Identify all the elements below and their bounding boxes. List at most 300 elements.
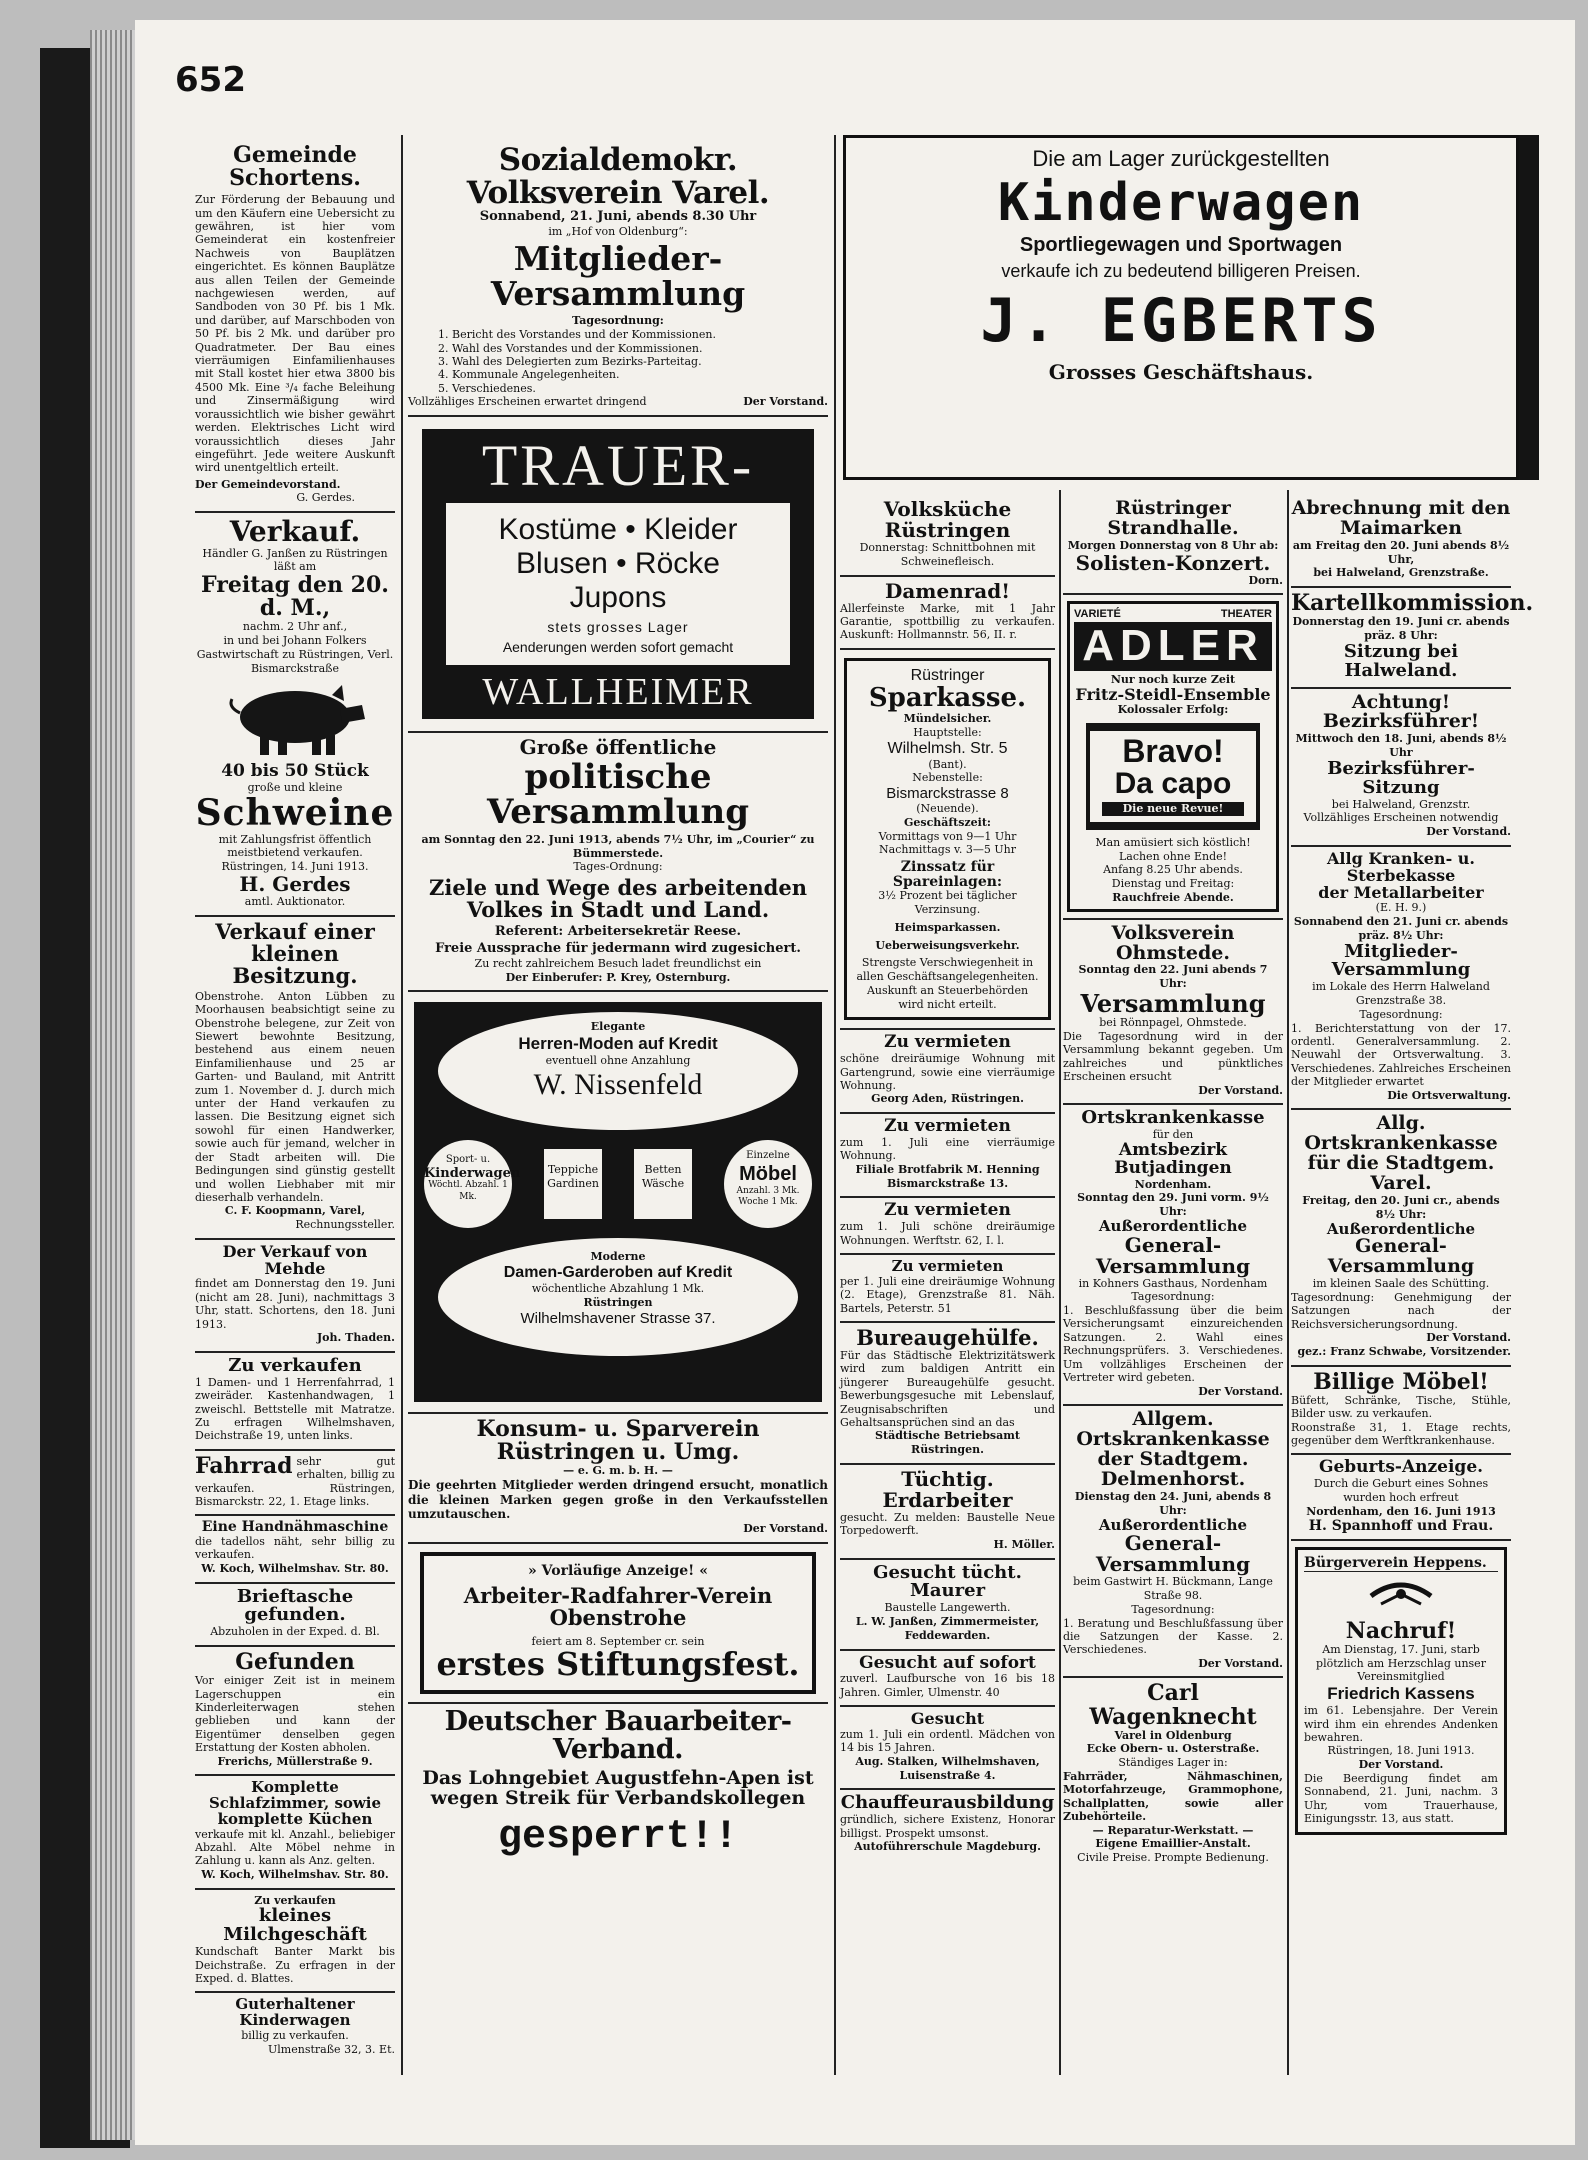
- ad-text: verkaufe mit kl. Anzahl., beliebiger Abzahl. Alte Möbel nehme in Zahlung u. kann als Anz. gelten.: [195, 1827, 395, 1868]
- ad-chauffeur: [840, 1790, 1055, 1859]
- ad-bezirksfuehrer: [1291, 689, 1511, 847]
- ad-text: findet am Donnerstag den 19. Juni (nicht am 28. Juni), nachmittags 3 Uhr, statt. Schortens, den 18. Juni 1913.: [195, 1277, 395, 1331]
- ad-text: Bismarckstrasse 8: [886, 785, 1009, 803]
- column-rule: [1059, 490, 1061, 2075]
- newspaper-page: [135, 20, 1575, 2145]
- ad-text: Anzahl. 3 Mk. Woche 1 Mk.: [736, 1185, 800, 1208]
- ad-text: Ständiges Lager in:: [1118, 1756, 1228, 1770]
- ad-naehmaschine: [195, 1516, 395, 1583]
- ad-title: Geburts-Anzeige.: [1318, 1457, 1484, 1478]
- ad-text: (Neuende).: [916, 802, 979, 816]
- ad-text: per 1. Juli eine dreiräumige Wohnung (2. Etage), Grenzstraße 81. Näh. Bartels, Peterstr. 51: [840, 1274, 1055, 1315]
- ad-date: Freitag den 20. d. M.,: [201, 572, 389, 622]
- ad-headline: Sparkasse.: [868, 682, 1027, 713]
- ad-agenda-title: Tagesordnung:: [1131, 1290, 1215, 1304]
- ad-title: Zu vermieten: [884, 1200, 1011, 1221]
- agenda-item: 1. Bericht des Vorstandes und der Kommissionen.: [438, 328, 716, 342]
- ad-maedchen: [840, 1707, 1055, 1790]
- ad-text: Händler G. Janßen zu Rüstringen läßt am: [202, 546, 388, 574]
- ad-signature: Städtische Betriebsamt Rüstringen.: [875, 1429, 1020, 1457]
- ad-text: bei Rönnpagel, Ohmstede.: [1099, 1016, 1247, 1030]
- ad-title: Gesucht: [910, 1709, 985, 1729]
- ad-text: Ueberweisungsverkehr.: [875, 938, 1020, 952]
- ad-text: Außerordentliche: [1098, 1216, 1248, 1235]
- page-number: 652: [175, 60, 246, 100]
- ad-company: W. Nissenfeld: [533, 1067, 703, 1101]
- ad-text: Allerfeinste Marke, mit 1 Jahr Garantie, spottbillig zu verkaufen. Auskunft: Hollmannstr. 56, II. r.: [840, 601, 1055, 642]
- ad-headline: politische Versammlung: [486, 756, 750, 833]
- ad-text: Hauptstelle:: [913, 725, 982, 739]
- ad-text: sehr gut erhalten, billig zu verkaufen. Rüstringen, Bismarckstr. 22, 1. Etage links.: [195, 1454, 395, 1508]
- ad-text: Nordenham, den 16. Juni 1913: [1306, 1504, 1496, 1518]
- ad-text: 1. Beschlußfassung über die beim Versicherungsamt einzureichenden Satzungen. 2. Wahl eines Rechnungsprüfers. 3. Verschiedenes. Um vollzähliges Erscheinen der Vertreter wird gebeten.: [1063, 1304, 1283, 1385]
- ad-verkauf-schweine: [195, 513, 395, 916]
- ad-kranken-sterbekasse: [1291, 847, 1511, 1110]
- ad-text: gesucht. Zu melden: Baustelle Neue Torpedowerft.: [840, 1510, 1055, 1538]
- ad-zu-vermieten-2: [840, 1114, 1055, 1198]
- ad-headline: General-Versammlung: [1095, 1531, 1251, 1577]
- ad-kinderwagen-egberts: [843, 135, 1519, 480]
- ad-signature: Aug. Stalken, Wilhelmshaven, Luisenstraße 4.: [855, 1754, 1040, 1782]
- ad-address: Roonstraße 31, 1. Etage rechts, gegenüber dem Werftkrankenhause.: [1291, 1420, 1511, 1448]
- ad-signature: W. Koch, Wilhelmshav. Str. 80.: [201, 1867, 389, 1881]
- ad-signature: Der Vorstand.: [1198, 1083, 1283, 1097]
- ad-brieftasche: [195, 1584, 395, 1648]
- ad-subtitle: — e. G. m. b. H. —: [563, 1464, 673, 1478]
- ad-text: Kundschaft Banter Markt bis Deichstraße. Zu erfragen in der Exped. d. Blattes.: [195, 1945, 395, 1985]
- ad-title: Fahrrad: [195, 1452, 293, 1479]
- ad-headline: Mitglieder-Versammlung: [1331, 940, 1471, 981]
- ad-text: im 61. Lebensjahre. Der Verein wird ihm ein ehrendes Andenken bewahren.: [1304, 1704, 1498, 1745]
- ad-text: schöne dreiräumige Wohnung mit Gartengrund, sowie eine vierräumige Wohnung.: [840, 1052, 1055, 1093]
- ad-title: Brieftasche gefunden.: [236, 1585, 354, 1626]
- ad-text: Am Dienstag, 17. Juni, starb plötzlich am Herzschlag unser Vereinsmitglied: [1316, 1642, 1486, 1684]
- ad-signature: L. W. Janßen, Zimmermeister, Feddewarden.: [855, 1615, 1040, 1642]
- ad-schlafzimmer: [195, 1776, 395, 1889]
- ad-text: Elegante: [590, 1020, 646, 1034]
- ad-text: verkaufe ich zu bedeutend billigeren Preisen.: [1001, 261, 1361, 282]
- ad-text: feiert am 8. September cr. sein: [531, 1634, 705, 1648]
- ad-title: Zu verkaufen: [228, 1354, 362, 1376]
- ad-signature: Der Vorstand.: [743, 1522, 828, 1536]
- ad-headline: erstes Stiftungsfest.: [436, 1645, 800, 1684]
- ad-text: Die Tagesordnung wird in der Versammlung bekannt gegeben. Um zahlreiches und pünktliches Erscheinen ersucht: [1063, 1029, 1283, 1084]
- ad-text: Zu verkaufen: [254, 1893, 336, 1907]
- ad-title: Allgem. Ortskrankenkasse der Stadtgem. Delmenhorst.: [1076, 1408, 1270, 1491]
- ad-topic: Ziele und Wege des arbeitenden Volkes in Stadt und Land.: [429, 875, 807, 923]
- ad-title: Billige Möbel!: [1313, 1368, 1489, 1395]
- ad-text: gründlich, sichere Existenz, Honorar billigst. Prospekt umsonst.: [840, 1813, 1055, 1840]
- ad-title: Zu vermieten: [884, 1116, 1011, 1137]
- ad-text: im Lokale des Herrn Halweland Grenzstraße 38.: [1312, 980, 1490, 1008]
- ad-volkskueche: [840, 495, 1055, 577]
- ad-signature: Der Gemeindevorstand.: [195, 477, 341, 491]
- ad-border-right: [1519, 135, 1539, 480]
- ad-text: Civile Preise. Prompte Bedienung.: [1077, 1851, 1269, 1865]
- ad-text: der Metallarbeiter: [1318, 882, 1484, 902]
- ad-line: Jupons: [569, 580, 667, 614]
- ad-text: Sportliegewagen und Sportwagen: [1019, 234, 1343, 257]
- ad-title: kleines Milchgeschäft: [223, 1905, 367, 1946]
- ad-text: die tadellos näht, sehr billig zu verkaufen.: [195, 1535, 395, 1562]
- ad-text: Durch die Geburt eines Sohnes wurden hoch erfreut: [1313, 1477, 1489, 1505]
- ad-text: Für das Städtische Elektrizitätswerk wird zum baldigen Antritt ein jüngerer Bureaugehülfe gesucht. Bewerbungsgesuche mit Lebenslauf, Zeugnisabschriften und Gehaltsansprüchen sind an das: [840, 1349, 1055, 1430]
- ad-headline: Bezirksführer-Sitzung: [1327, 757, 1475, 798]
- ad-text: Teppiche: [547, 1163, 599, 1177]
- ad-gefunden: [195, 1647, 395, 1776]
- ad-text: Moderne: [590, 1250, 646, 1264]
- ad-title: Carl Wagenknecht: [1089, 1680, 1257, 1730]
- ad-place: bei Halweland, Grenzstraße.: [1313, 566, 1489, 580]
- ad-bauarbeiter-verband: [408, 1704, 828, 1866]
- ad-headline: General-Versammlung: [1095, 1232, 1251, 1278]
- ad-company: J. EGBERTS: [980, 286, 1382, 357]
- ad-text: Betten: [644, 1163, 682, 1177]
- ad-address: Wilhelmshavener Strasse 37.: [520, 1309, 716, 1327]
- ad-text: Möbel: [739, 1162, 797, 1185]
- ad-text: beim Gastwirt H. Bückmann, Lange Straße 98.: [1073, 1575, 1273, 1603]
- ad-text: im kleinen Saale des Schütting.: [1312, 1277, 1490, 1291]
- ad-title: Konsum- u. Sparverein Rüstringen u. Umg.: [476, 1416, 760, 1466]
- ad-gemeinde-schortens: [195, 140, 395, 513]
- ad-text: Ecke Obern- u. Osterstraße.: [1086, 1742, 1260, 1756]
- ad-text: 1. Berichterstattung von der 17. ordentl. Generalversammlung. 2. Neuwahl der Ortsverwaltung. 3. Verschiedenes. Zahlreiches Erscheinen der Mitglieder erwartet: [1291, 1021, 1511, 1089]
- ad-text: Fritz-Steidl-Ensemble: [1075, 684, 1271, 704]
- ad-politische-versammlung: [408, 731, 828, 993]
- ad-text: Vollzähliges Erscheinen notwendig: [1303, 811, 1499, 825]
- ad-line: Aenderungen werden sofort gemacht: [502, 638, 734, 655]
- ad-text: Zur Förderung der Bebauung und um den Käufern eine Uebersicht zu gewähren, ist hier vom Gemeinderat ein kostenfreier Nachweis von Bauplätzen eingerichtet. Es können Bauplätze aus allen Teilen der Gemeinde nachgewiesen werden, auf Sandboden von 30 Pf. bis 1 Mk. und darüber, auf Marschboden von 50 Pf. bis 2 Mk. und darüber pro Quadratmeter. Der Bau eines vierräumigen Einfamilienhauses mit Stall kostet hier etwa 3800 bis 4500 Mk. Eine ³/₄ fache Beleihung und Zinsermäßigung wird voraussichtlich wie bisher gewährt werden. Elektrisches Licht wird voraussichtlich dieses Jahr eingeführt. Jede weitere Auskunft wird unentgeltlich erteilt.: [195, 193, 395, 475]
- ad-signature: H. Spannhoff und Frau.: [1308, 1517, 1494, 1534]
- ad-text: VARIETÉ: [1074, 608, 1121, 621]
- ad-text: Zinssatz für Spareinlagen:: [892, 859, 1003, 890]
- ad-agenda-title: Tagesordnung:: [1359, 1007, 1443, 1021]
- ad-text: Obenstrohe. Anton Lübben zu Moorhausen beabsichtigt seine zu Obenstrohe belegene, zur Zeit von Siewert bewohnte Besitzung, bestehend aus einem neuen Einfamilienhause und 25 ar Garten- und Bauland, mit Antritt zum 1. November d. J. durch mich unter der Hand verkaufen zu lassen. Die Besitzung eignet sich sowohl für einen Handwerker, sowie auch für jemand, welcher in der Stadt arbeiten will. Die Bedingungen sind günstig gestellt und wollen Liebhaber mit mir dieserhalb verhandeln.: [195, 989, 395, 1204]
- ad-text: zum 1. Juli schöne dreiräumige Wohnungen. Werftstr. 62, I. l.: [840, 1220, 1055, 1247]
- ad-text: Wöchtl. Abzahl. 1 Mk.: [428, 1180, 508, 1202]
- ad-ortskrankenkasse-varel: [1291, 1110, 1511, 1366]
- ad-text: Vormittags von 9—1 Uhr Nachmittags v. 3—5 Uhr: [878, 829, 1017, 857]
- ad-title: Abrechnung mit den Maimarken: [1291, 497, 1511, 539]
- ad-signature: Filiale Brotfabrik M. Henning Bismarckstraße 13.: [855, 1162, 1040, 1190]
- ad-headline: Schweine: [195, 791, 395, 834]
- ad-signature: C. F. Koopmann, Varel,: [224, 1204, 366, 1218]
- ad-agenda-title: Tagesordnung:: [1131, 1602, 1215, 1616]
- agenda-list: [408, 328, 828, 395]
- ad-text: Baustelle Langewerth.: [884, 1601, 1011, 1615]
- pig-illustration: [220, 679, 370, 759]
- ad-text: Man amüsiert sich köstlich! Lachen ohne Ende!: [1095, 835, 1251, 863]
- ad-text: Wilhelmsh. Str. 5: [887, 739, 1008, 757]
- ad-role: Rechnungssteller.: [295, 1218, 395, 1232]
- ad-title: Volksküche Rüstringen: [883, 497, 1012, 542]
- ad-text: billig zu verkaufen.: [241, 2028, 349, 2042]
- ad-text: Rüstringen, 14. Juni 1913.: [221, 860, 369, 874]
- ad-text: zum 1. Juli eine vierräumige Wohnung.: [840, 1136, 1055, 1163]
- ad-signature: Frerichs, Müllerstraße 9.: [217, 1754, 373, 1768]
- ad-title: Ortskrankenkasse: [1081, 1107, 1265, 1129]
- ad-place: im „Hof von Oldenburg“:: [548, 225, 688, 239]
- ad-text: Sonntag den 29. Juni vorm. 9½ Uhr:: [1077, 1191, 1269, 1219]
- ad-role: amtl. Auktionator.: [244, 894, 346, 908]
- ad-text: » Vorläufige Anzeige! «: [528, 1562, 708, 1579]
- ad-count: 40 bis 50 Stück: [221, 761, 369, 782]
- ad-text: Die geehrten Mitglieder werden dringend ersucht, monatlich die kleinen Marken gegen große in den Verkaufsstellen umzutauschen.: [408, 1478, 828, 1522]
- ad-carl-wagenknecht: [1063, 1678, 1283, 1870]
- ad-ortskrankenkasse-butjadingen: [1063, 1105, 1283, 1406]
- ad-text: in und bei Johann Folkers Gastwirtschaft zu Rüstringen, Verl. Bismarckstraße: [196, 634, 394, 675]
- ad-date: Sonnabend, 21. Juni, abends 8.30 Uhr: [479, 209, 757, 225]
- ad-title: Arbeiter-Radfahrer-Verein Obenstrohe: [463, 1582, 773, 1630]
- ad-damenrad: [840, 577, 1055, 650]
- wreath-icon: [1361, 1578, 1441, 1614]
- ad-text: Grosses Geschäftshaus.: [1048, 360, 1314, 385]
- ad-title: Deutscher Bauarbeiter-Verband.: [444, 1705, 792, 1766]
- page-stack-edge: [90, 30, 135, 2140]
- ad-title: Eine Handnähmaschine: [201, 1519, 389, 1536]
- ad-line: stets grosses Lager: [547, 618, 689, 635]
- ad-title: Der Verkauf von Mehde: [222, 1241, 368, 1278]
- ad-headline: Kinderwagen: [997, 173, 1365, 233]
- agenda-item: 5. Verschiedenes.: [438, 381, 536, 395]
- ad-text: Außerordentliche: [1326, 1219, 1476, 1238]
- ad-text: (E. H. 9.): [1375, 901, 1427, 915]
- ad-zu-vermieten-4: [840, 1255, 1055, 1323]
- ad-sparkasse: [840, 650, 1055, 1031]
- ad-text: Anfang 8.25 Uhr abends.: [1103, 863, 1243, 877]
- ad-text: Mündelsicher.: [903, 712, 992, 726]
- ad-title: Chauffeurausbildung: [840, 1792, 1055, 1814]
- ad-radfahrer-verein: [408, 1544, 828, 1704]
- ad-volksverein-ohmstede: [1063, 920, 1283, 1106]
- ad-headline: Sitzung bei Halweland.: [1343, 640, 1459, 681]
- ad-speaker: Referent: Arbeitersekretär Reese.: [494, 924, 742, 940]
- ad-title: Achtung! Bezirksführer!: [1322, 690, 1480, 733]
- ad-text: zum 1. Juli ein ordentl. Mädchen von 14 bis 15 Jahren.: [840, 1728, 1055, 1755]
- ad-text: Nebenstelle:: [912, 771, 983, 785]
- ad-text: mit Zahlungsfrist öffentlich meistbietend verkaufen.: [218, 832, 372, 860]
- ad-nachruf: [1291, 1541, 1511, 1840]
- ad-text: Rüstringen: [583, 1295, 653, 1309]
- ad-line: Blusen • Röcke: [516, 546, 720, 580]
- ad-text: für den: [1152, 1128, 1194, 1142]
- ad-text: Morgen Donnerstag von 8 Uhr ab:: [1067, 538, 1279, 552]
- ad-text: am Freitag den 20. Juni abends 8½ Uhr,: [1292, 538, 1510, 566]
- ad-title: Komplette Schlafzimmer, sowie komplette Küchen: [208, 1778, 382, 1828]
- ad-text: Büfett, Schränke, Tische, Stühle, Bilder usw. zu verkaufen.: [1291, 1393, 1511, 1421]
- ad-text: Nordenham.: [1134, 1177, 1212, 1191]
- ad-strandhalle: [1063, 495, 1283, 595]
- ad-name: Friedrich Kassens: [1327, 1684, 1475, 1704]
- ad-text: nachm. 2 Uhr anf.,: [242, 620, 348, 634]
- ad-text: Die Beerdigung findet am Sonnabend, 21. Juni, nachm. 3 Uhr, vom Trauerhause, Einigungsstr. 13, aus statt.: [1304, 1771, 1498, 1826]
- ad-ortskrankenkasse-delmenhorst: [1063, 1406, 1283, 1678]
- ad-kinderwagen-guterhalten: [195, 1993, 395, 2062]
- ad-signature: Der Vorstand.: [1198, 1656, 1283, 1670]
- ad-text: große und kleine: [247, 781, 343, 795]
- ad-text: in Kohners Gasthaus, Nordenham: [1078, 1276, 1268, 1290]
- ad-signature: H. Möller.: [993, 1537, 1055, 1551]
- ad-text: Eigene Emaillier-Anstalt.: [1095, 1837, 1251, 1851]
- ad-text: Rüstringer: [910, 666, 985, 684]
- ad-text: Kolossaler Erfolg:: [1117, 703, 1229, 717]
- ad-text: Freie Aussprache für jedermann wird zugesichert.: [435, 940, 801, 956]
- ad-text: Donnerstag: Schnittbohnen mit Schweinefleisch.: [859, 541, 1036, 568]
- ad-title: Gefunden: [235, 1649, 355, 1676]
- ad-text: Tagesordnung: Genehmigung der Satzungen nach der Reichsversicherungsordnung.: [1291, 1290, 1511, 1331]
- ad-text: Das Lohngebiet Augustfehn-Apen ist wegen Streik für Verbandskollegen: [422, 1766, 814, 1809]
- ad-agenda-title: Tagesordnung:: [572, 314, 664, 328]
- ad-mehde: [195, 1240, 395, 1353]
- ad-company: WALLHEIMER: [482, 670, 754, 713]
- ad-address: Ulmenstraße 32, 3. Et.: [268, 2042, 395, 2056]
- ad-text: Die am Lager zurückgestellten: [1032, 146, 1330, 171]
- ad-text: Gardinen: [547, 1177, 599, 1191]
- ad-geburtsanzeige: [1291, 1455, 1511, 1541]
- ad-title: Allg. Ortskrankenkasse für die Stadtgem. Varel.: [1304, 1112, 1498, 1195]
- ad-signature: Der Vorstand.: [743, 395, 828, 409]
- agenda-item: 4. Kommunale Angelegenheiten.: [438, 368, 620, 382]
- ad-text: am Sonntag den 22. Juni 1913, abends 7½ Uhr, im „Courier“ zu Bümmerstede.: [421, 832, 815, 860]
- ad-text: 3½ Prozent bei täglicher Verzinsung.: [878, 889, 1017, 917]
- ad-text: Sonntag den 22. Juni abends 7 Uhr:: [1078, 963, 1268, 991]
- ad-title: Verkauf.: [229, 515, 361, 549]
- ad-text: — Reparatur-Werkstatt. —: [1092, 1823, 1254, 1837]
- ad-title: Nachruf!: [1345, 1617, 1457, 1644]
- ad-signature: Der Vorstand.: [1426, 1331, 1511, 1345]
- ad-signature: H. Gerdes: [239, 871, 351, 896]
- ad-text: Rauchfreie Abende.: [1112, 890, 1234, 904]
- ad-signature: gez.: Franz Schwabe, Vorsitzender.: [1297, 1344, 1511, 1358]
- ad-zu-vermieten-3: [840, 1198, 1055, 1255]
- agenda-item: 3. Wahl des Delegierten zum Bezirks-Parteitag.: [438, 354, 702, 368]
- ad-text: Amtsbezirk Butjadingen: [1114, 1139, 1232, 1178]
- column-rule: [834, 135, 836, 2075]
- ad-title: Zu vermieten: [891, 1257, 1004, 1276]
- ad-text: Mittwoch den 18. Juni, abends 8½ Uhr: [1295, 732, 1507, 760]
- ad-text: 1. Beratung und Beschlußfassung über die Satzungen der Kasse. 2. Verschiedenes.: [1063, 1616, 1283, 1657]
- ad-text: Da capo: [1114, 767, 1232, 801]
- ad-headline: ADLER: [1074, 622, 1272, 670]
- ad-title: Sozialdemokr. Volksverein Varel.: [466, 142, 770, 211]
- ad-title: Rüstringer Strandhalle.: [1107, 497, 1239, 539]
- ad-signature: Der Einberufer: P. Krey, Osternburg.: [505, 970, 731, 984]
- ad-agenda-title: Tages-Ordnung:: [573, 860, 663, 874]
- ad-headline: Solisten-Konzert.: [1075, 550, 1271, 575]
- ad-text: Sonnabend den 21. Juni cr. abends präz. 8½ Uhr:: [1293, 915, 1509, 942]
- ad-signature: Dorn.: [1248, 573, 1283, 587]
- ad-fahrrad: [195, 1451, 395, 1517]
- ad-title: Tüchtig. Erdarbeiter: [882, 1466, 1013, 1512]
- ad-text: Fahrräder, Nähmaschinen, Motorfahrzeuge, Grammophone, Schallplatten, sowie aller Zubehörteile.: [1063, 1769, 1283, 1824]
- ad-billige-moebel: [1291, 1367, 1511, 1456]
- ad-text: Bürgerverein Heppens.: [1304, 1556, 1498, 1572]
- ad-text: THEATER: [1220, 608, 1272, 621]
- ad-text: Sport- u.: [445, 1154, 491, 1166]
- ad-signature: Joh. Thaden.: [316, 1331, 395, 1345]
- column-left: [195, 140, 395, 2062]
- ad-maurer: [840, 1560, 1055, 1651]
- ad-text: Damen-Garderoben auf Kredit: [503, 1264, 733, 1282]
- ad-title: Kartellkommission.: [1291, 590, 1534, 617]
- ad-text: Einzelne: [746, 1150, 790, 1162]
- column-rule: [401, 135, 403, 2075]
- ad-zu-verkaufen-fahrrad: [195, 1353, 395, 1451]
- ad-title: Damenrad!: [885, 578, 1010, 603]
- ad-text: Dienstag und Freitag:: [1111, 877, 1235, 891]
- column-rule: [1287, 490, 1289, 2075]
- column-right: [1291, 495, 1534, 1841]
- ad-text: Nur noch kurze Zeit: [1110, 672, 1236, 686]
- column-second: [408, 140, 828, 1866]
- ad-title: Allg Kranken- u. Sterbekasse: [1327, 848, 1475, 885]
- ad-title: Zu vermieten: [884, 1032, 1011, 1053]
- ad-erdarbeiter: [840, 1465, 1055, 1560]
- ad-verkauf-besitzung: [195, 917, 395, 1240]
- ad-text: Rüstringen, 18. Juni 1913.: [1327, 1744, 1475, 1758]
- ad-headline: gesperrt!!: [497, 1814, 739, 1860]
- ad-text: Donnerstag den 19. Juni cr. abends präz. 8 Uhr:: [1292, 615, 1510, 642]
- ad-text: Große öffentliche: [519, 734, 717, 759]
- ad-text: Strengste Verschwiegenheit in allen Geschäftsangelegenheiten. Auskunft an Steuerbehörden wird nicht erteilt.: [856, 956, 1039, 1011]
- ad-text: Kinderwagen: [424, 1165, 521, 1181]
- ad-laufbursche: [840, 1651, 1055, 1708]
- ad-variete-adler: [1063, 595, 1283, 919]
- ad-title: Bureaugehülfe.: [856, 1324, 1039, 1350]
- ad-text: Freitag, den 20. Juni cr., abends 8½ Uhr:: [1302, 1194, 1500, 1221]
- ad-text: eventuell ohne Anzahlung: [545, 1054, 691, 1068]
- ad-text: Die neue Revue!: [1102, 802, 1244, 816]
- ad-text: wöchentliche Abzahlung 1 Mk.: [531, 1282, 705, 1296]
- ad-title: Volksverein Ohmstede.: [1111, 921, 1235, 964]
- ad-text: bei Halweland, Grenzstr.: [1331, 797, 1471, 811]
- ad-nissenfeld: [408, 992, 828, 1412]
- ad-title: Verkauf einer kleinen Besitzung.: [215, 918, 375, 988]
- ad-signature: Der Vorstand.: [1198, 1384, 1283, 1398]
- ad-text: 1 Damen- und 1 Herrenfahrrad, 1 zweiräder. Kastenhandwagen, 1 zweischl. Bettstelle mit Matratze. Zu erfragen Wilhelmshaven, Deichstraße 19, unten links.: [195, 1375, 395, 1443]
- ad-headline: Versammlung: [1080, 988, 1266, 1018]
- ad-text: Abzuholen in der Exped. d. Bl.: [210, 1625, 380, 1639]
- ad-trauer-wallheimer: [408, 417, 828, 731]
- ad-signature: Die Ortsverwaltung.: [1387, 1088, 1511, 1102]
- ad-text: Herren-Moden auf Kredit: [518, 1034, 718, 1054]
- ad-signature: Der Vorstand.: [1426, 825, 1511, 839]
- ad-title: Gemeinde Schortens.: [229, 142, 361, 192]
- column-fourth: [1063, 495, 1283, 1871]
- ad-text: Wäsche: [641, 1177, 685, 1191]
- ad-signature: W. Koch, Wilhelmshav. Str. 80.: [201, 1561, 389, 1575]
- ad-text: Zu recht zahlreichem Besuch ladet freundlichst ein: [474, 956, 762, 970]
- ad-signature: Autoführerschule Magdeburg.: [854, 1840, 1041, 1854]
- column-third: [840, 495, 1055, 1860]
- ad-text: Varel in Oldenburg: [1114, 1728, 1232, 1742]
- ad-text: Dienstag den 24. Juni, abends 8 Uhr:: [1074, 1490, 1272, 1517]
- agenda-item: 2. Wahl des Vorstandes und der Kommissionen.: [438, 341, 703, 355]
- ad-title: TRAUER-: [481, 432, 755, 498]
- ad-konsumverein: [408, 1412, 828, 1544]
- ad-text: (Bant).: [928, 757, 967, 771]
- ad-zu-vermieten-1: [840, 1030, 1055, 1114]
- ad-milchgeschaeft: [195, 1890, 395, 1994]
- ad-text: Vollzähliges Erscheinen erwartet dringend: [408, 395, 647, 409]
- ad-bureaugehuelfe: [840, 1323, 1055, 1465]
- ad-text: Bravo!: [1122, 733, 1224, 770]
- ad-signature: Georg Aden, Rüstringen.: [871, 1092, 1024, 1106]
- ad-abrechnung-maimarken: [1291, 495, 1511, 588]
- ad-kartellkommission: [1291, 588, 1534, 688]
- ad-text: Vor einiger Zeit ist in meinem Lagerschuppen ein Kinderleiterwagen stehen geblieben und kann der Eigentümer denselben gegen Erstattung der Kosten abholen.: [195, 1674, 395, 1755]
- ad-name: G. Gerdes.: [296, 491, 355, 505]
